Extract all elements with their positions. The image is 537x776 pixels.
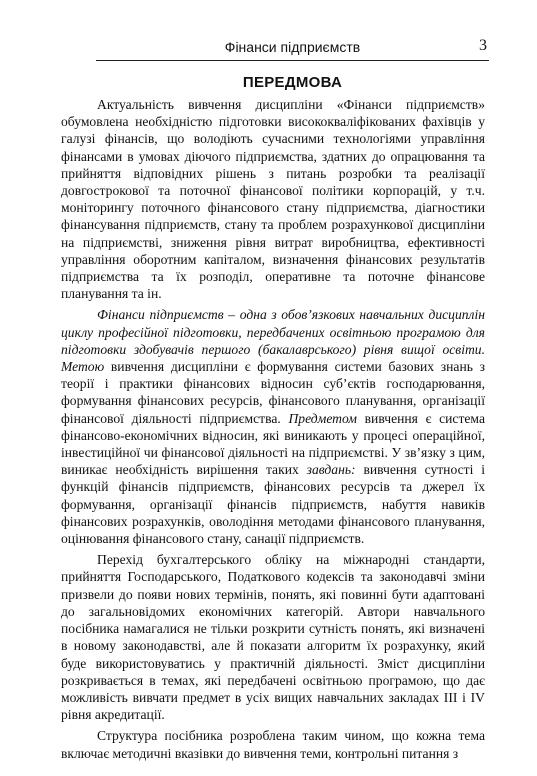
- document-body: [61, 96, 485, 762]
- tasks-text: вивчення сутності і функцій фінансів підприємств, фінансових ресурсів та джерел їх формування, організації фінансів підприємств, набуття навиків фінансових розрахунків, оволодіння методами фінансового планування, оцінювання фінансового стану, санації підприємств.: [61, 462, 486, 547]
- page-number: 3: [479, 37, 487, 54]
- paragraph-discipline-definition: [61, 306, 485, 547]
- paragraph-structure: Структура посібника розроблена таким чином, що кожна тема включає методичні вказівки до вивчення теми, контрольні питання з: [61, 728, 485, 761]
- paragraph-accounting-transition: Перехід бухгалтерського обліку на міжнародні стандарти, прийняття Господарського, Податкового кодексів та законодавчі зміни призвели до появи нових термінів, понять, які повинні бути адаптовані до загальновідомих економічних категорій. Автори навчального посібника намагалися не тільки розкрити сутність понять, які визначені в новому законодавстві, але й показати алгоритм їх розрахунку, який буде використовуватись у практичній діяльності. Зміст дисципліни розкривається в темах, які передбачені освітньою програмою, що дає можливість вивчати предмет в усіх вищих навчальних закладах III і IV рівня акредитації.: [61, 552, 485, 723]
- subject-text: вивчення є система фінансово-економічних відносин, які виникають у процесі операційної, інвестиційної чи фінансової діяльності на підприємстві. У зв’язку з цим, виникає необхідність вирішення таких: [61, 410, 485, 478]
- running-header: [96, 36, 489, 61]
- paragraph-relevance: Актуальність вивчення дисципліни «Фінанси підприємств» обумовлена необхідністю підготовки висококваліфікованих фахівців у галузі фінансів, що володіють сучасними технологіями управління фінансами в умовах діючого підприємства, здатних до опрацювання та прийняття відповідних рішень з питань розробки та реалізації довгострокової та поточної фінансової політики корпорацій, у т.ч. моніторингу поточного фінансового стану підприємства, діагностики фінансування підприємств, стану та проблем розрахункової дисципліни на підприємстві, зниження рівня витрат виробництва, ефективності управління оборотним капіталом, визначення фінансових результатів підприємства та їх розподіл, оперативне та поточне фінансове планування та ін.: [61, 97, 485, 302]
- discipline-definition-italic: Фінанси підприємств – одна з обов’язкових навчальних дисциплін циклу професійної підготовки, передбачених освітньою програмою для підготовки здобувачів першого (бакалаврського) рівня вищої освіти.: [61, 307, 485, 357]
- goal-text: вивчення дисципліни є формування системи базових знань з теорії і практики фінансових відносин суб’єктів господарювання, формування фінансових ресурсів, фінансового планування, організації фінансової діяльності підприємства.: [61, 359, 485, 426]
- subject-label: Предметом: [288, 410, 357, 426]
- running-header-title: Фінанси підприємств: [224, 39, 361, 55]
- goal-label: Метою: [61, 359, 105, 375]
- tasks-label: завдань:: [306, 462, 356, 478]
- section-heading: ПЕРЕДМОВА: [242, 74, 343, 91]
